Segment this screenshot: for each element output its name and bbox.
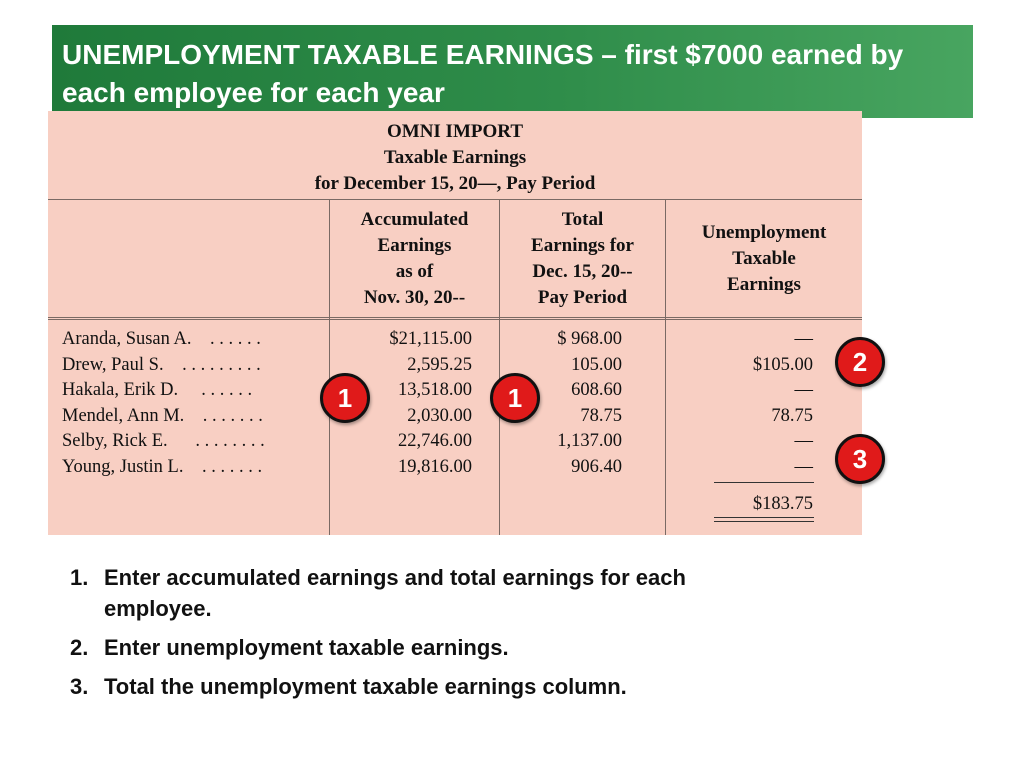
total-earnings: 105.00 [571, 355, 622, 375]
accumulated-earnings: 19,816.00 [398, 457, 472, 477]
total-earnings: 1,137.00 [557, 431, 622, 451]
table-header [48, 111, 862, 199]
total-earnings: 78.75 [580, 406, 622, 426]
accumulated-earnings: $21,115.00 [389, 329, 472, 349]
table-row [48, 326, 862, 352]
total-row [48, 491, 862, 517]
total-earnings: 608.60 [571, 380, 622, 400]
unemployment-total: $183.75 [752, 494, 813, 514]
accumulated-earnings: 13,518.00 [398, 380, 472, 400]
total-single-rule [714, 482, 814, 483]
col-head-line: Total [561, 209, 604, 230]
col-head-line: Earnings [727, 274, 801, 295]
col-head-line: Pay Period [537, 287, 628, 308]
divider-column-heads [48, 317, 862, 320]
col-head-unemployment [666, 220, 862, 298]
table-subtitle: Taxable Earnings [383, 147, 527, 168]
employee-name: Mendel, Ann M. . . . . . . . [62, 406, 263, 426]
unemployment-taxable: — [794, 380, 813, 400]
total-double-rule [714, 517, 814, 522]
unemployment-taxable: 78.75 [771, 406, 813, 426]
table-row [48, 352, 862, 378]
col-head-line: Dec. 15, 20-- [532, 261, 633, 282]
step-text: Total the unemployment taxable earnings column. [104, 674, 627, 699]
table-row [48, 454, 862, 480]
step-badge-2: 2 [835, 337, 885, 387]
employee-name: Young, Justin L. . . . . . . . [62, 457, 263, 477]
table-row [48, 403, 862, 429]
unemployment-taxable: $105.00 [752, 355, 813, 375]
employee-name: Drew, Paul S. . . . . . . . . . [62, 355, 261, 375]
unemployment-taxable: — [794, 431, 813, 451]
slide-title: UNEMPLOYMENT TAXABLE EARNINGS – first $7000 earned by each employee for each year [62, 39, 904, 108]
unemployment-taxable: — [794, 329, 813, 349]
table-row [48, 377, 862, 403]
accumulated-earnings: 2,595.25 [407, 355, 472, 375]
accumulated-earnings: 2,030.00 [407, 406, 472, 426]
step-text: Enter accumulated earnings and total earnings for each employee. [104, 565, 686, 621]
instruction-step [70, 671, 970, 702]
divider-header [48, 199, 862, 200]
step-badge-1-total: 1 [490, 373, 540, 423]
total-earnings: $ 968.00 [557, 329, 622, 349]
employee-name: Aranda, Susan A. . . . . . . [62, 329, 261, 349]
accumulated-earnings: 22,746.00 [398, 431, 472, 451]
step-badge-3: 3 [835, 434, 885, 484]
pay-period-label: for December 15, 20—, Pay Period [314, 173, 596, 194]
company-name: OMNI IMPORT [386, 121, 523, 142]
total-earnings: 906.40 [571, 457, 622, 477]
col-head-accumulated [330, 207, 499, 311]
unemployment-taxable: — [794, 457, 813, 477]
col-head-line: Accumulated [360, 209, 469, 230]
instruction-step [70, 632, 970, 663]
employee-name: Selby, Rick E. . . . . . . . . [62, 431, 265, 451]
step-number: 3. [70, 674, 89, 699]
instruction-step [70, 562, 970, 624]
table-row [48, 428, 862, 454]
step-number: 2. [70, 635, 89, 660]
instruction-list [70, 562, 970, 710]
taxable-earnings-table [48, 111, 862, 535]
col-head-line: Taxable [732, 248, 796, 269]
col-head-line: Earnings for [531, 235, 634, 256]
col-head-line: Unemployment [701, 222, 827, 243]
employee-name: Hakala, Erik D. . . . . . . [62, 380, 253, 400]
col-head-line: Nov. 30, 20-- [363, 287, 466, 308]
col-head-line: as of [395, 261, 434, 282]
col-head-line: Earnings [377, 235, 452, 256]
col-head-total [500, 207, 665, 311]
step-badge-1-accumulated: 1 [320, 373, 370, 423]
step-number: 1. [70, 565, 89, 590]
step-text: Enter unemployment taxable earnings. [104, 635, 509, 660]
